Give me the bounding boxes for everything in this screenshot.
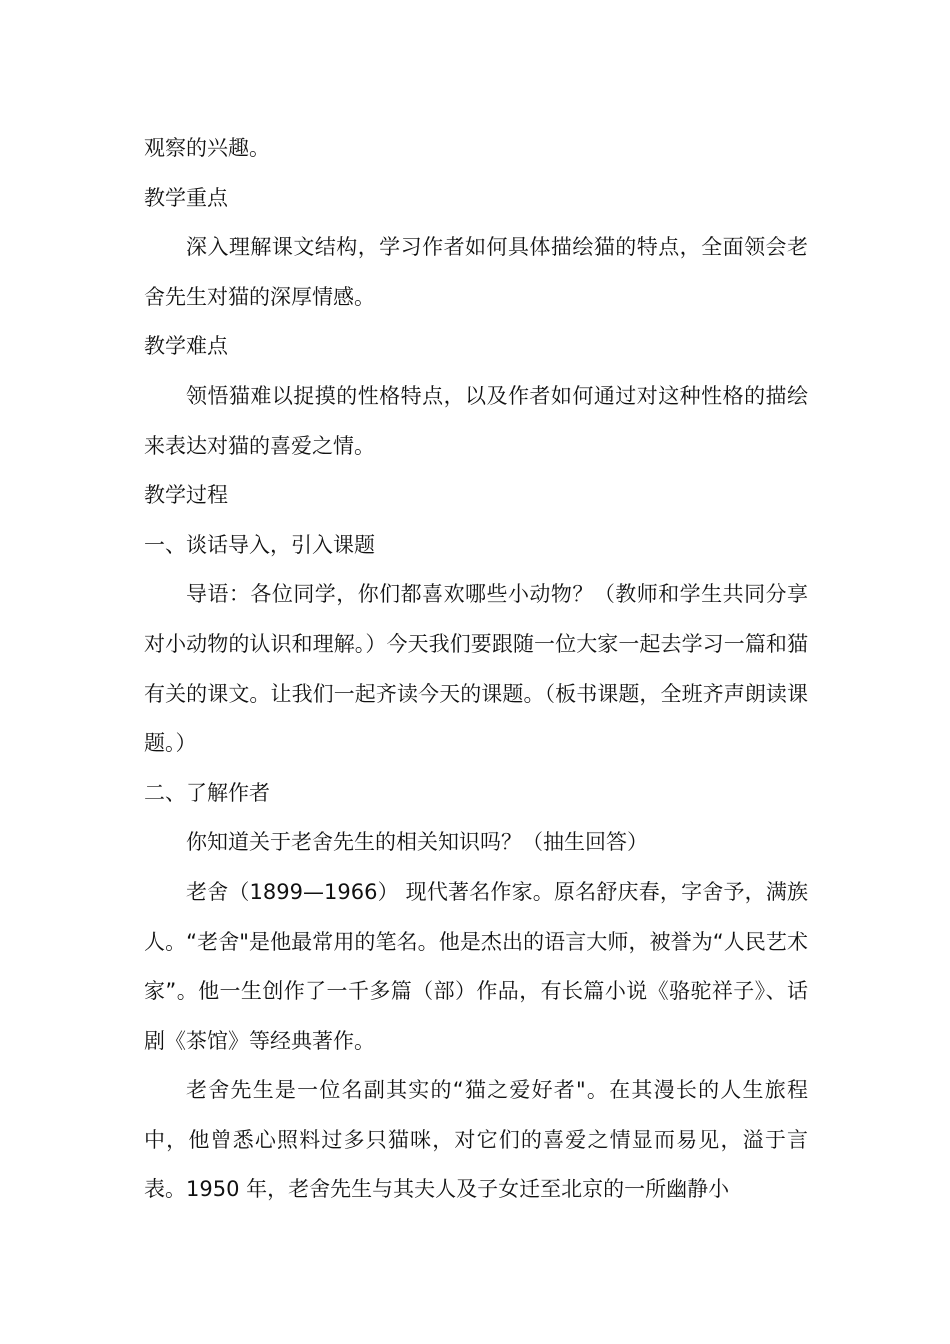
- heading-teaching-difficulty: 教学难点: [144, 334, 228, 359]
- paragraph-continuation: 观察的兴趣。: [144, 136, 270, 160]
- heading-section-two: 二、了解作者: [144, 780, 270, 805]
- paragraph-author-bio: 老舍（1899—1966） 现代著名作家。原名舒庆春，字舍予，满族人。“老舍"是他最常用的笔名。他是杰出的语言大师，被誉为“人民艺术家”。他一生创作了一千多篇（部）作品，有长篇小说《骆驼祥子》、话剧《茶馆》等经典著作。: [144, 879, 808, 1053]
- paragraph-question: 你知道关于老舍先生的相关知识吗？（抽生回答）: [186, 830, 648, 855]
- heading-teaching-process: 教学过程: [144, 483, 228, 508]
- paragraph-introduction: 导语：各位同学，你们都喜欢哪些小动物？（教师和学生共同分享对小动物的认识和理解。）今天我们要跟随一位大家一起去学习一篇和猫有关的课文。让我们一起齐读今天的课题。（板书课题，全班齐声朗读课题。）: [144, 582, 808, 756]
- heading-teaching-focus: 教学重点: [144, 185, 228, 210]
- paragraph-cat-lover: 老舍先生是一位名副其实的“猫之爱好者"。在其漫长的人生旅程中，他曾悉心照料过多只猫咪，对它们的喜爱之情显而易见，溢于言表。1950 年，老舍先生与其夫人及子女迁至北京的一所幽静小: [144, 1078, 808, 1202]
- paragraph-teaching-focus: 深入理解课文结构，学习作者如何具体描绘猫的特点，全面领会老舍先生对猫的深厚情感。: [144, 235, 808, 309]
- paragraph-teaching-difficulty: 领悟猫难以捉摸的性格特点，以及作者如何通过对这种性格的描绘来表达对猫的喜爱之情。: [144, 383, 808, 458]
- heading-section-one: 一、谈话导入，引入课题: [144, 532, 375, 557]
- document-body: [144, 124, 808, 1215]
